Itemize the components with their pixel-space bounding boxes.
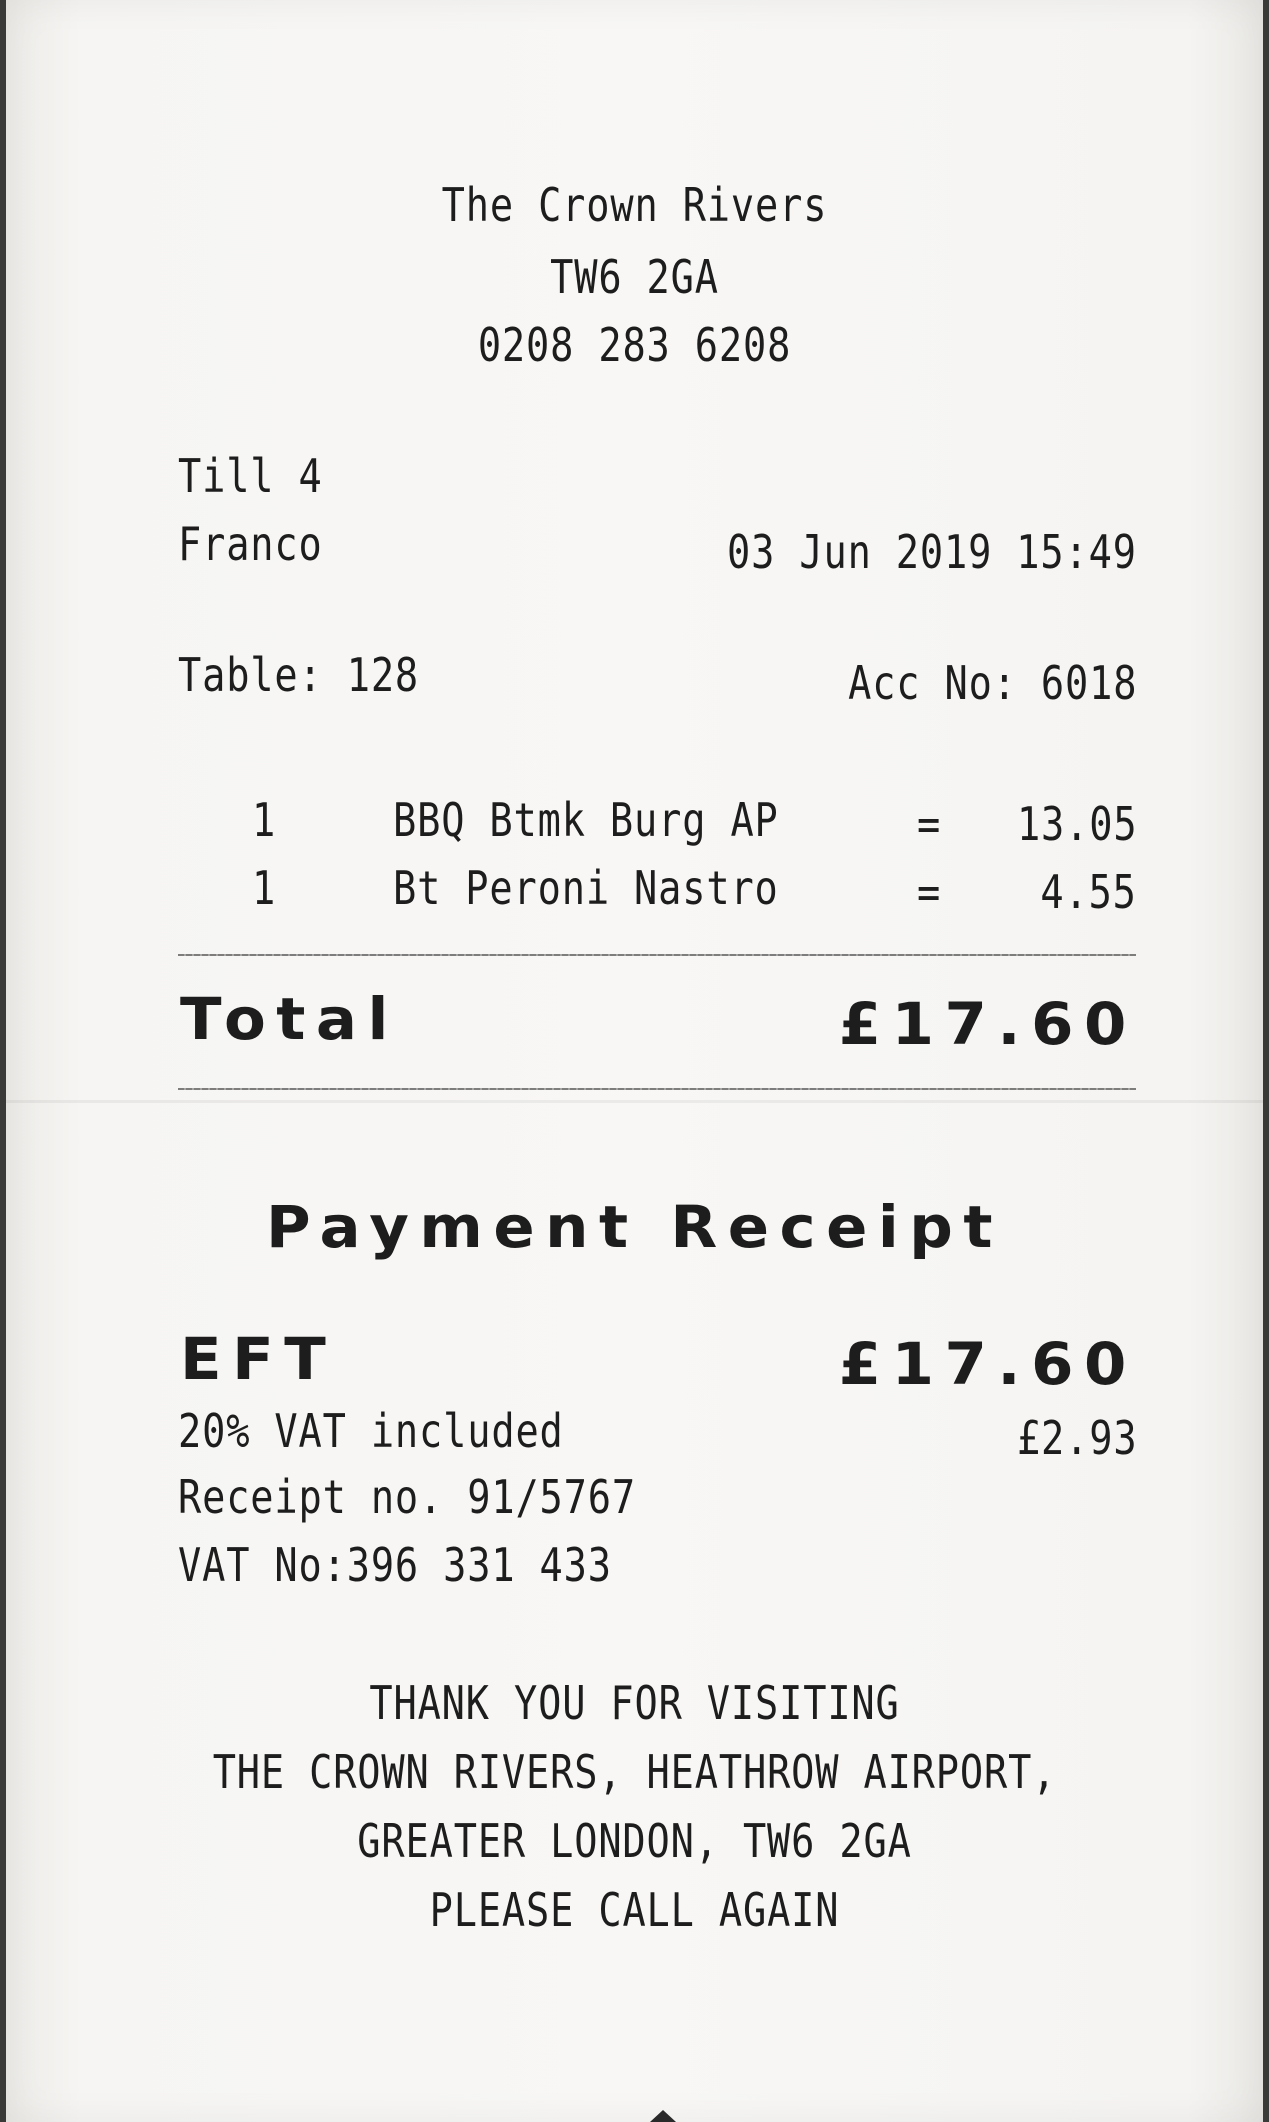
item-qty: 1 bbox=[252, 861, 277, 915]
table-number: Table: 128 bbox=[178, 648, 420, 702]
receipt-number: Receipt no. 91/5767 bbox=[178, 1470, 636, 1524]
divider bbox=[178, 954, 1136, 956]
paper-fold bbox=[6, 1100, 1263, 1103]
server-name: Franco bbox=[178, 517, 323, 571]
payment-heading: Payment Receipt bbox=[265, 1193, 1004, 1261]
venue-postcode: TW6 2GA bbox=[550, 250, 719, 304]
vat-amount: £2.93 bbox=[1016, 1411, 1137, 1465]
payment-method: EFT bbox=[180, 1325, 337, 1393]
item-name: BBQ Btmk Burg AP bbox=[393, 793, 779, 847]
vat-number: VAT No:396 331 433 bbox=[178, 1538, 612, 1592]
venue-name: The Crown Rivers bbox=[441, 178, 828, 232]
total-label: Total bbox=[180, 985, 399, 1053]
till-number: Till 4 bbox=[178, 449, 323, 503]
item-price: 4.55 bbox=[1040, 865, 1137, 919]
payment-amount: £17.60 bbox=[838, 1330, 1137, 1398]
vat-label: 20% VAT included bbox=[178, 1404, 564, 1458]
receipt-datetime: 03 Jun 2019 15:49 bbox=[727, 525, 1137, 579]
footer-address: GREATER LONDON, TW6 2GA bbox=[357, 1814, 912, 1868]
total-amount: £17.60 bbox=[838, 990, 1137, 1058]
footer-venue: THE CROWN RIVERS, HEATHROW AIRPORT, bbox=[212, 1745, 1057, 1799]
item-equals: = bbox=[917, 797, 942, 851]
divider bbox=[178, 1088, 1136, 1090]
footer-thanks: THANK YOU FOR VISITING bbox=[369, 1676, 900, 1730]
venue-phone: 0208 283 6208 bbox=[477, 318, 792, 372]
footer-call-again: PLEASE CALL AGAIN bbox=[429, 1883, 840, 1937]
item-qty: 1 bbox=[252, 793, 277, 847]
item-price: 13.05 bbox=[1016, 797, 1137, 851]
item-name: Bt Peroni Nastro bbox=[393, 861, 779, 915]
account-number: Acc No: 6018 bbox=[847, 656, 1137, 710]
item-equals: = bbox=[917, 865, 942, 919]
